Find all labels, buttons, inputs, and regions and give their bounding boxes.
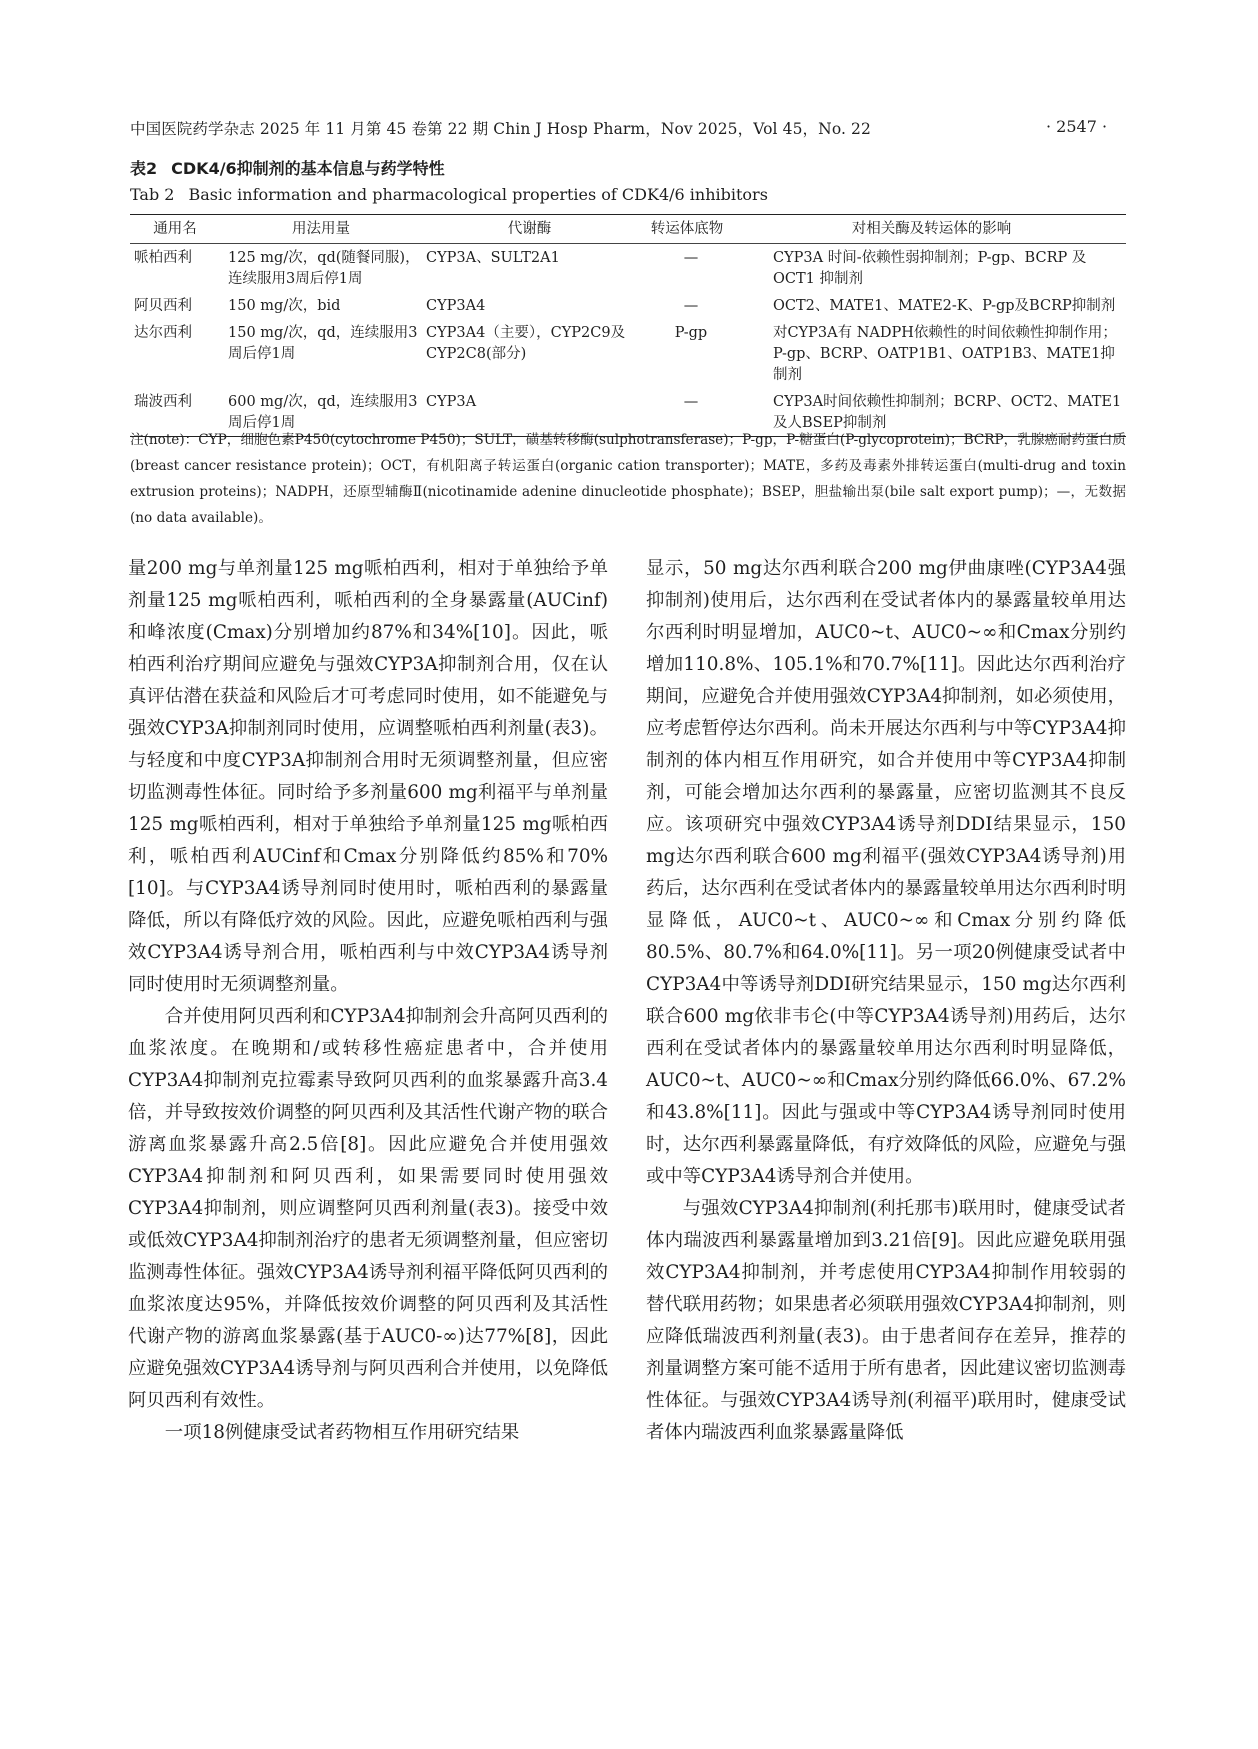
table-cell: — [683, 394, 699, 410]
body-paragraph: 量200 mg与单剂量125 mg哌柏西利，相对于单独给予单剂量125 mg哌柏西利，哌柏西利的全身暴露量(AUCinf)和峰浓度(Cmax)分别增加约87%和34%[10]。因此，哌柏西利治疗期间应避免与强效CYP3A抑制剂合用，仅在认真评估潜在获益和风险后才可考虑同时使用，如不能避免与强效CYP3A抑制剂同时使用，应调整哌柏西利剂量(表3)。与轻度和中度CYP3A抑制剂合用时无须调整剂量，但应密切监测毒性体征。同时给予多剂量600 mg利福平与单剂量125 mg哌柏西利，相对于单独给予单剂量125 mg哌柏西利，哌柏西利AUCinf和Cmax分别降低约85%和70%[10]。与CYP3A4诱导剂同时使用时，哌柏西利的暴露量降低，所以有降低疗效的风险。因此，应避免哌柏西利与强效CYP3A4诱导剂合用，哌柏西利与中效CYP3A4诱导剂同时使用时无须调整剂量。 [128, 558, 608, 995]
body-paragraph: 合并使用阿贝西利和CYP3A4抑制剂会升高阿贝西利的血浆浓度。在晚期和/或转移性癌症患者中，合并使用CYP3A4抑制剂克拉霉素导致阿贝西利的血浆暴露升高3.4倍，并导致按效价调整的阿贝西利及其活性代谢产物的联合游离血浆暴露升高2.5倍[8]。因此应避免合并使用强效CYP3A4抑制剂和阿贝西利，如果需要同时使用强效CYP3A4抑制剂，则应调整阿贝西利剂量(表3)。接受中效或低效CYP3A4抑制剂治疗的患者无须调整剂量，但应密切监测毒性体征。强效CYP3A4诱导剂利福平降低阿贝西利的血浆浓度达95%，并降低按效价调整的阿贝西利及其活性代谢产物的游离血浆暴露(基于AUC0-∞)达77%[8]，因此应避免强效CYP3A4诱导剂与阿贝西利合并使用，以免降低阿贝西利有效性。 [128, 1006, 608, 1411]
table-body [130, 244, 1126, 436]
table-cell: 瑞波西利 [134, 394, 192, 410]
table-cell: 达尔西利 [134, 325, 192, 341]
table-title-en: Basic information and pharmacological properties of CDK4/6 inhibitors [188, 185, 768, 204]
table-header-cell: 对相关酶及转运体的影响 [851, 221, 1012, 237]
table-cell: — [683, 298, 699, 314]
running-header: 中国医院药学杂志 2025 年 11 月第 45 卷第 22 期 Chin J Hosp Pharm，Nov 2025，Vol 45，No. 22 [130, 120, 871, 138]
table-header-cell: 代谢酶 [507, 221, 552, 237]
table-cell: CYP3A、SULT2A1 [426, 250, 560, 266]
table-title-zh: CDK4/6抑制剂的基本信息与药学特性 [171, 159, 445, 178]
body-paragraph: 与强效CYP3A4抑制剂(利托那韦)联用时，健康受试者体内瑞波西利暴露量增加到3.21倍[9]。因此应避免联用强效CYP3A4抑制剂，并考虑使用CYP3A4抑制作用较弱的替代联用药物；如果患者必须联用强效CYP3A4抑制剂，则应降低瑞波西利剂量(表3)。由于患者间存在差异，推荐的剂量调整方案可能不适用于所有患者，因此建议密切监测毒性体征。与强效CYP3A4诱导剂(利福平)联用时，健康受试者体内瑞波西利血浆暴露量降低 [646, 1198, 1126, 1443]
table-cell: 对CYP3A有 NADPH依赖性的时间依赖性抑制作用；P-gp、BCRP、OATP1B1、OATP1B3、MATE1抑制剂 [773, 325, 1117, 383]
table-caption-zh [130, 156, 445, 179]
table-cell: 150 mg/次，bid [228, 298, 341, 314]
table-note: 注(note)：CYP，细胞色素P450(cytochrome P450)；SULT，磺基转移酶(sulphotransferase)；P-gp，P-糖蛋白(P-glycoprotein)；BCRP，乳腺癌耐药蛋白质(breast cancer resistance protein)；OCT，有机阳离子转运蛋白(organic cation transporter)；MATE，多药及毒素外排转运蛋白(multi-drug and toxin extrusion proteins)；NADPH，还原型辅酶Ⅱ(nicotinamide adenine dinucleotide phosphate)；BSEP，胆盐输出泵(bile salt export pump)；—，无数据(no data available)。 [130, 432, 1126, 526]
body-paragraph: 一项18例健康受试者药物相互作用研究结果 [164, 1422, 520, 1443]
table-header-cell: 用法用量 [292, 221, 350, 237]
page-number: · 2547 · [1046, 117, 1108, 136]
table-cell: CYP3A [426, 394, 477, 410]
table-cell: 阿贝西利 [134, 298, 192, 314]
table-number-en: Tab 2 [130, 185, 175, 204]
body-column-right [646, 553, 1126, 1449]
table-caption-en [130, 185, 768, 204]
table-number-zh: 表2 [130, 159, 158, 178]
table-cell: 150 mg/次，qd，连续服用3周后停1周 [228, 325, 418, 362]
table-cell: — [683, 250, 699, 266]
table-header-row [130, 215, 1126, 244]
table-cell: CYP3A4（主要），CYP2C9及CYP2C8(部分) [426, 325, 626, 362]
table-cell: 125 mg/次，qd(随餐同服)，连续服用3周后停1周 [228, 250, 420, 287]
table-cell: CYP3A 时间-依赖性弱抑制剂；P-gp、BCRP 及 OCT1 抑制剂 [773, 250, 1087, 287]
data-table [130, 214, 1126, 437]
table-cell: P-gp [674, 325, 708, 341]
table-row [130, 319, 1126, 388]
body-paragraph: 显示，50 mg达尔西利联合200 mg伊曲康唑(CYP3A4强抑制剂)使用后，达尔西利在受试者体内的暴露量较单用达尔西利时明显增加，AUC0~t、AUC0~∞和Cmax分别约增加110.8%、105.1%和70.7%[11]。因此达尔西利治疗期间，应避免合并使用强效CYP3A4抑制剂，如必须使用，应考虑暂停达尔西利。尚未开展达尔西利与中等CYP3A4抑制剂的体内相互作用研究，如合并使用中等CYP3A4抑制剂，可能会增加达尔西利的暴露量，应密切监测其不良反应。该项研究中强效CYP3A4诱导剂DDI结果显示，150 mg达尔西利联合600 mg利福平(强效CYP3A4诱导剂)用药后，达尔西利在受试者体内的暴露量较单用达尔西利时明显降低，AUC0~t、AUC0~∞和Cmax分别约降低80.5%、80.7%和64.0%[11]。另一项20例健康受试者中CYP3A4中等诱导剂DDI研究结果显示，150 mg达尔西利联合600 mg依非韦仑(中等CYP3A4诱导剂)用药后，达尔西利在受试者体内的暴露量较单用达尔西利时明显降低，AUC0~t、AUC0~∞和Cmax分别约降低66.0%、67.2%和43.8%[11]。因此与强或中等CYP3A4诱导剂同时使用时，达尔西利暴露量降低，有疗效降低的风险，应避免与强或中等CYP3A4诱导剂合并使用。 [646, 558, 1126, 1187]
table-row [130, 244, 1126, 292]
table-header-cell: 通用名 [153, 221, 197, 237]
table-cell: CYP3A4 [426, 298, 486, 314]
table-cell: OCT2、MATE1、MATE2-K、P-gp及BCRP抑制剂 [773, 298, 1116, 314]
table-header-cell: 转运体底物 [650, 221, 724, 237]
body-column-left [128, 553, 608, 1449]
table-cell: CYP3A时间依赖性抑制剂；BCRP、OCT2、MATE1及人BSEP抑制剂 [773, 394, 1122, 431]
table-cell: 哌柏西利 [134, 250, 192, 266]
table-row [130, 292, 1126, 319]
table-cell: 600 mg/次，qd，连续服用3周后停1周 [228, 394, 418, 431]
